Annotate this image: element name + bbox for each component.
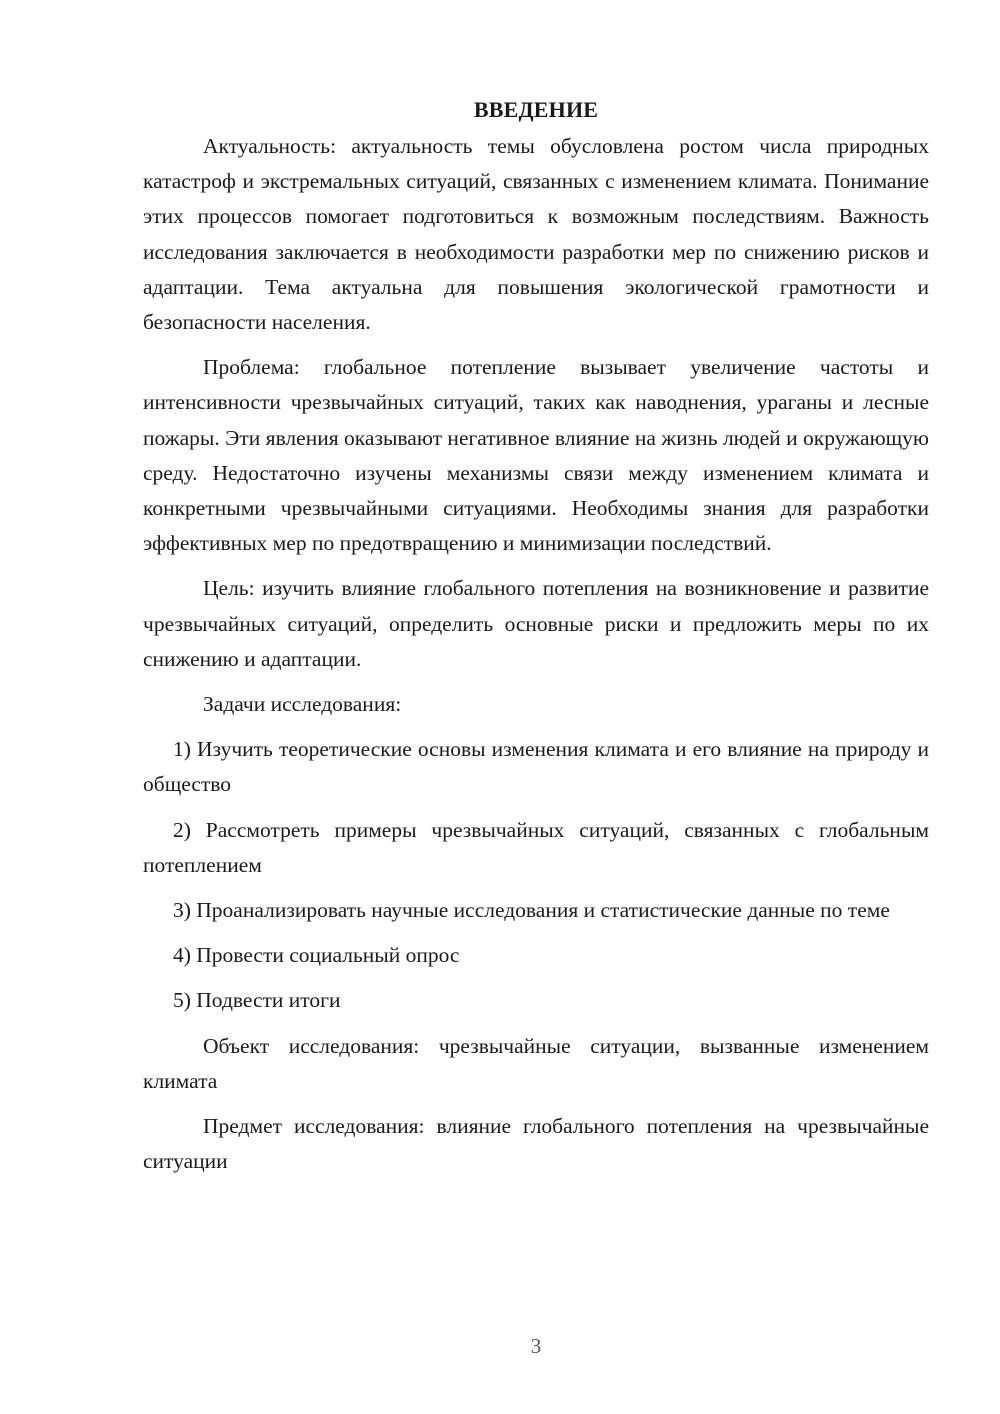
tasks-list bbox=[143, 732, 929, 1018]
page-title: ВВЕДЕНИЕ bbox=[473, 97, 599, 122]
page-number: 3 bbox=[530, 1334, 542, 1358]
tasks-heading: Задачи исследования: bbox=[203, 692, 402, 717]
relevance-paragraph: Актуальность: актуальность темы обусловлена ростом числа природных катастроф и экстремальных ситуаций, связанных с изменением климата. Понимание этих процессов помогает подготовиться к возможным последствиям. Важность исследования заключается в необходимости разработки мер по снижению рисков и адаптации. Тема актуальна для повышения экологической грамотности и безопасности населения. bbox=[143, 134, 929, 335]
list-item: 3) Проанализировать научные исследования и статистические данные по теме bbox=[173, 898, 890, 923]
goal-paragraph: Цель: изучить влияние глобального потепления на возникновение и развитие чрезвычайных ситуаций, определить основные риски и предложить меры по их снижению и адаптации. bbox=[143, 576, 929, 671]
problem-paragraph: Проблема: глобальное потепление вызывает увеличение частоты и интенсивности чрезвычайных ситуаций, таких как наводнения, ураганы и лесные пожары. Эти явления оказывают негативное влияние на жизнь людей и окружающую среду. Недостаточно изучены механизмы связи между изменением климата и конкретными чрезвычайными ситуациями. Необходимы знания для разработки эффективных мер по предотвращению и минимизации последствий. bbox=[143, 355, 929, 556]
list-item: 2) Рассмотреть примеры чрезвычайных ситуаций, связанных с глобальным потеплением bbox=[143, 817, 929, 877]
list-item: 4) Провести социальный опрос bbox=[173, 943, 460, 968]
object-paragraph: Объект исследования: чрезвычайные ситуации, вызванные изменением климата bbox=[143, 1033, 929, 1093]
document-page bbox=[143, 92, 929, 1189]
list-item: 5) Подвести итоги bbox=[173, 988, 341, 1013]
subject-paragraph: Предмет исследования: влияние глобального потепления на чрезвычайные ситуации bbox=[143, 1114, 929, 1174]
list-item: 1) Изучить теоретические основы изменения климата и его влияние на природу и общество bbox=[143, 737, 929, 797]
